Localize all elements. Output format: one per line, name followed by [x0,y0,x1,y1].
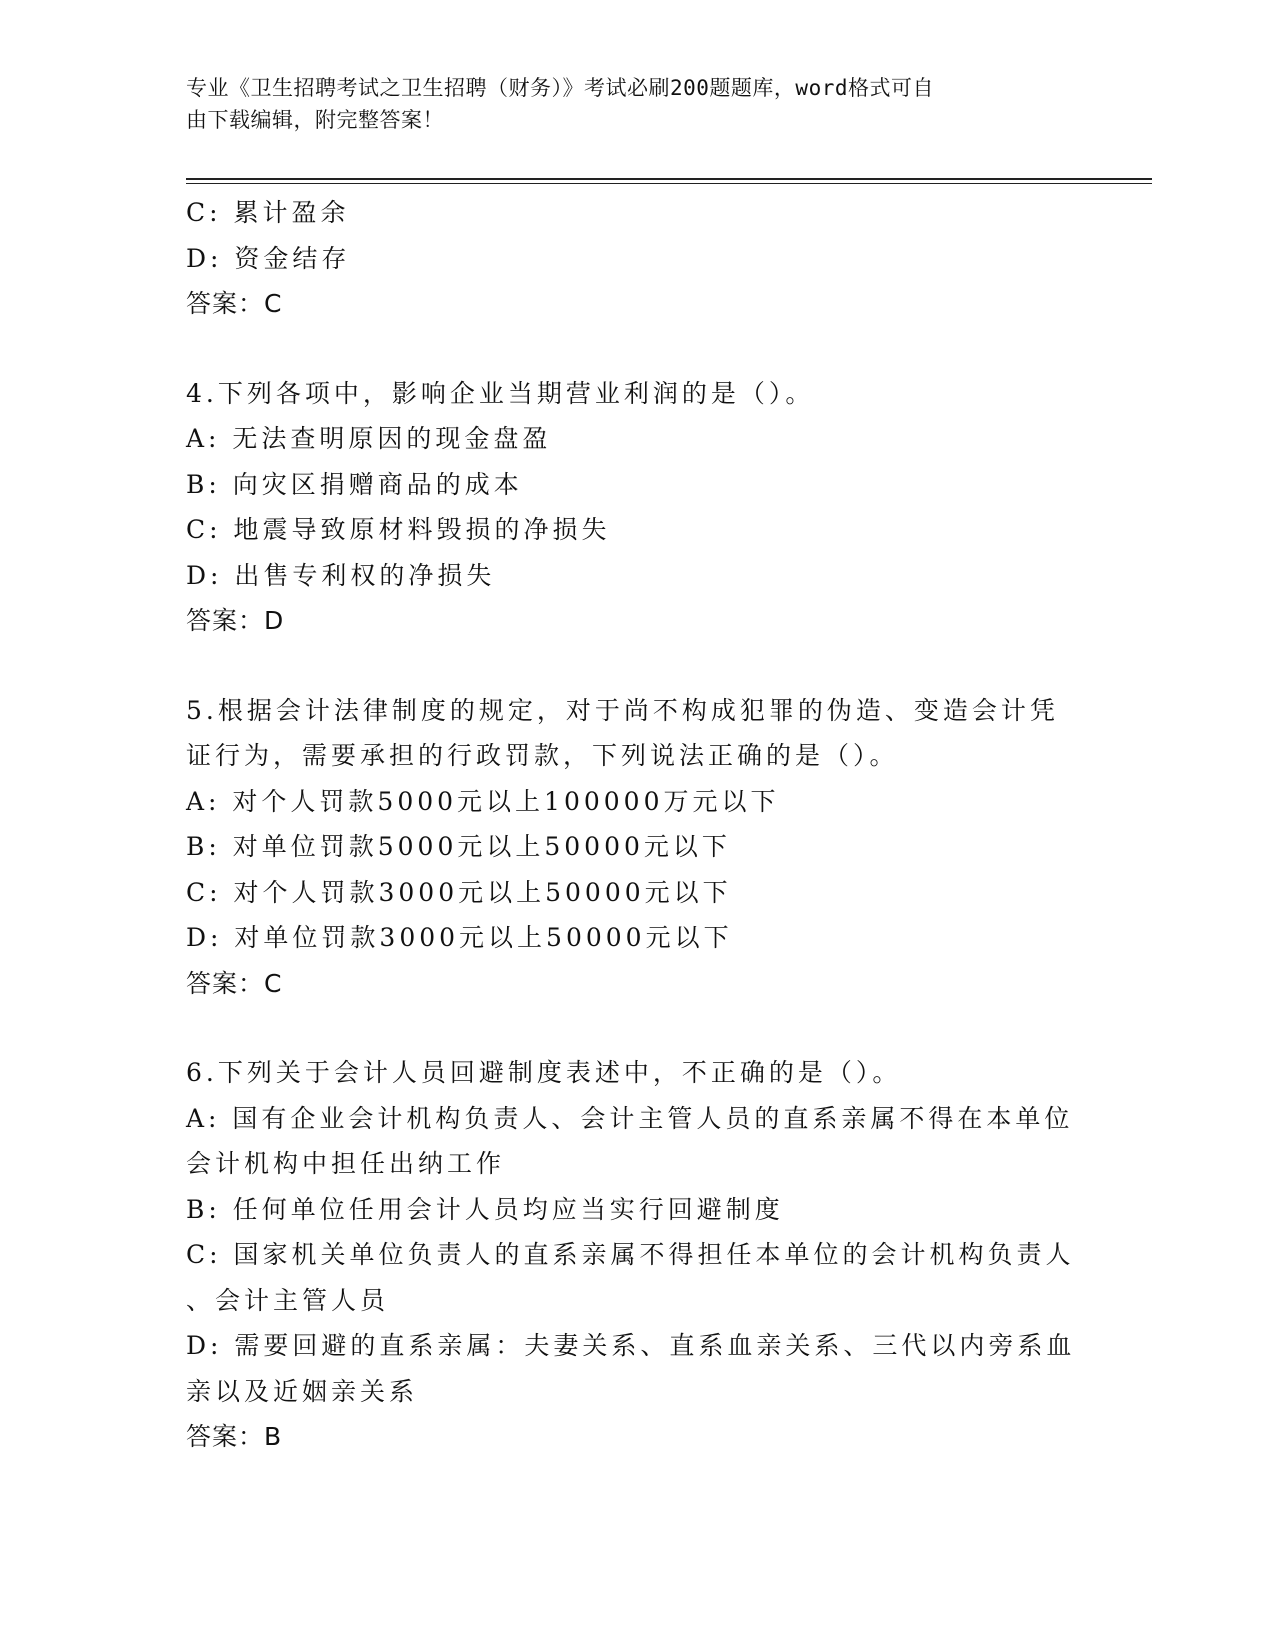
header-line-1: 专业《卫生招聘考试之卫生招聘（财务）》考试必刷200题题库，word格式可自 [186,76,934,100]
option-d: D: 出售专利权的净损失 [186,560,496,590]
question-4 [186,371,1066,644]
option-c: C: 累计盈余 [186,198,350,227]
document-header [186,72,1066,136]
answer: 答案：B [186,1422,283,1451]
option-b: B: 向灾区捐赠商品的成本 [186,469,523,499]
question-stem: 5.根据会计法律制度的规定，对于尚不构成犯罪的伪造、变造会计凭 [186,695,1059,725]
prev-question [186,190,1066,327]
header-line-2: 由下载编辑，附完整答案！ [186,108,444,132]
option-c: C: 地震导致原材料毁损的净损失 [186,515,611,544]
question-stem: 4.下列各项中，影响企业当期营业利润的是（）。 [186,378,815,408]
question-stem-cont: 证行为，需要承担的行政罚款，下列说法正确的是（）。 [186,741,899,770]
answer: 答案：D [186,606,285,635]
option-d-cont: 亲以及近姻亲关系 [186,1376,419,1406]
answer: 答案：C [186,289,283,318]
option-c-cont: 、会计主管人员 [186,1285,390,1315]
option-a: A: 对个人罚款5000元以上100000万元以下 [186,786,780,816]
header-divider-thin [186,183,1152,184]
option-b: B: 对单位罚款5000元以上50000元以下 [186,832,731,861]
option-c: C: 对个人罚款3000元以上50000元以下 [186,877,732,907]
option-b: B: 任何单位任用会计人员均应当实行回避制度 [186,1194,784,1224]
question-5 [186,688,1066,1007]
question-list [186,190,1076,1460]
option-a: A: 无法查明原因的现金盘盈 [186,424,552,453]
option-d: D: 需要回避的直系亲属：夫妻关系、直系血亲关系、三代以内旁系血 [186,1331,1076,1360]
option-a: A: 国有企业会计机构负责人、会计主管人员的直系亲属不得在本单位 [186,1103,1074,1133]
option-d: D: 对单位罚款3000元以上50000元以下 [186,923,733,952]
option-d: D: 资金结存 [186,243,351,273]
answer: 答案：C [186,968,283,998]
header-divider-thick [186,178,1152,180]
question-6 [186,1050,1076,1460]
option-a-cont: 会计机构中担任出纳工作 [186,1149,506,1178]
question-stem: 6.下列关于会计人员回避制度表述中，不正确的是（）。 [186,1058,902,1087]
option-c: C: 国家机关单位负责人的直系亲属不得担任本单位的会计机构负责人 [186,1240,1075,1269]
